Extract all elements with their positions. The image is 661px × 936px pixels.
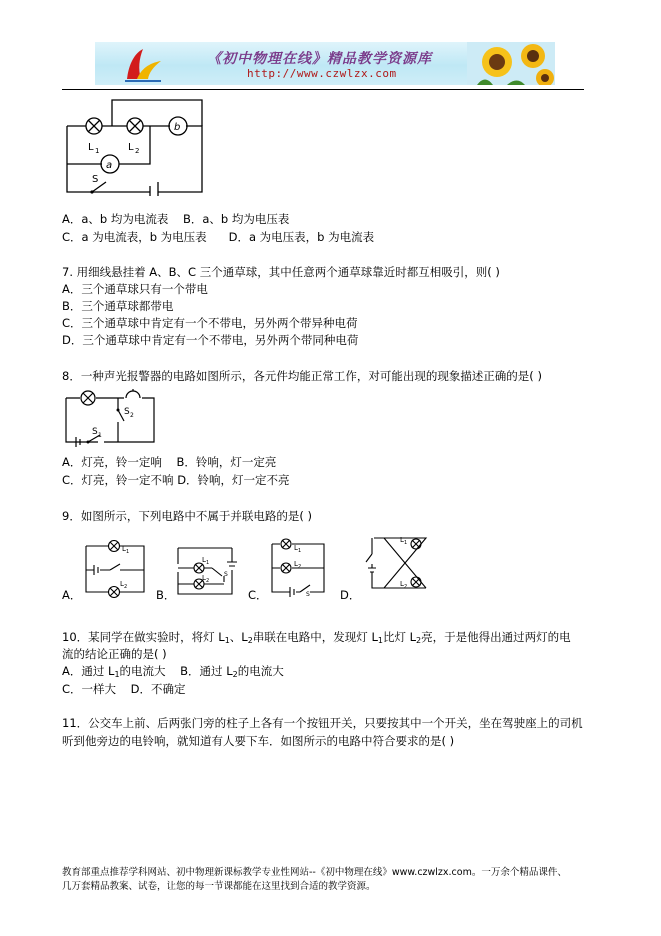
q8-label-s2-sub: 2 [130,412,134,419]
footer-line1: 教育部重点推荐学科网站、初中物理新课标教学专业性网站--《初中物理在线》www.czwlzx.com。一万余个精品课件、 [62,867,567,878]
q9c-l1-sub: 1 [298,548,302,554]
q10-option-d: D．不确定 [130,682,186,696]
site-logo-icon [121,45,165,83]
q10-stem-part5: 亮，于是他得出通过两灯的电 [421,630,571,644]
q9c-l1: L [294,544,298,552]
q9a-l1-sub: 1 [126,549,130,555]
q8-option-a: A．灯亮，铃一定响 [62,455,162,469]
header-rule [62,89,584,90]
q9-choice-a-label: A． [62,588,82,602]
q8-circuit-diagram [62,388,162,448]
q6-options-row1 [62,212,289,226]
sunflower-icon [467,42,555,85]
q9a-l2: L [120,580,124,588]
q8-option-c: C．灯亮，铃一定不响 [62,473,174,487]
q8-stem: 8．一种声光报警器的电路如图所示，各元件均能正常工作，对可能出现的现象描述正确的是( ) [62,369,542,383]
q7-option-a: A．三个通草球只有一个带电 [62,282,208,296]
q11-stem-line2: 听到他旁边的电铃响，就知道有人要下车．如图所示的电路中符合要求的是( ) [62,734,455,748]
q9-choice-d-label: D． [340,588,361,602]
q6-label-a: a [106,160,113,171]
q6-option-b: B．a、b 均为电压表 [183,212,290,226]
q6-label-l1: L [88,142,94,153]
q9d-l2-sub: 2 [404,584,408,590]
q8-label-s1-sub: 1 [98,432,102,439]
q10-stem-part2: 、L [229,630,248,644]
q9-stem: 9．如图所示，下列电路中不属于并联电路的是( ) [62,509,312,523]
q9b-l2: L [202,574,206,582]
q10-options-row2 [62,682,186,696]
q9c-s: S [306,591,310,598]
q10-stem-part1: 10．某同学在做实验时，将灯 L [62,630,225,644]
q10-option-a-sub: 1 [114,670,120,679]
banner-url[interactable]: http://www.czwlzx.com [247,67,397,80]
q10-stem-line2: 流的结论正确的是( ) [62,647,167,661]
q6-circuit-diagram [62,96,212,196]
q9d-l1-sub: 1 [404,540,408,546]
q7-option-d: D．三个通草球中肯定有一个不带电，另外两个带同种电荷 [62,333,359,347]
q10-option-a-post: 的电流大 [119,664,166,678]
q10-sub2b: 2 [416,636,422,645]
q9c-l2-sub: 2 [298,564,302,570]
q10-option-c: C．一样大 [62,682,117,696]
q10-option-b-sub: 2 [232,670,238,679]
q9-circuit-b [172,542,248,598]
q10-sub1b: 1 [377,636,383,645]
q8-options-row1 [62,455,276,469]
banner-title: 《初中物理在线》精品教学资源库 [207,51,432,67]
q7-stem: 7. 用细线悬挂着 A、B、C 三个通草球，其中任意两个通草球靠近时都互相吸引，则( ) [62,265,500,279]
q11-stem-line1: 11．公交车上前、后两张门旁的柱子上各有一个按钮开关，只要按其中一个开关，坐在驾驶座上的司机 [62,716,583,730]
q6-option-d: D．a 为电压表，b 为电流表 [228,230,375,244]
q6-label-l2: L [128,142,134,153]
q8-option-b: B．铃响，灯一定亮 [176,455,277,469]
q10-options-row1 [62,664,284,682]
q8-options-row2 [62,473,290,487]
q9a-l1: L [122,545,126,553]
q8-label-s2: S [124,407,130,417]
q7-option-b: B．三个通草球都带电 [62,299,174,313]
q9c-l2: L [294,560,298,568]
footer-line2: 几万套精品教案、试卷，让您的每一节课都能在这里找到合适的教学资源。 [62,881,376,892]
q10-sub1: 1 [224,636,230,645]
q6-label-b: b [174,122,181,133]
q9-circuit-c [266,538,334,598]
q9b-l2-sub: 2 [206,578,210,584]
q9-circuit-d [356,532,432,598]
q8-label-s1: S [92,427,98,437]
q7-option-c: C．三个通草球中肯定有一个不带电，另外两个带异种电荷 [62,316,358,330]
q9a-l2-sub: 2 [124,584,128,590]
q6-option-c: C．a 为电流表，b 为电压表 [62,230,207,244]
q9b-l1-sub: 1 [206,560,210,566]
q9-choice-b-label: B． [156,588,176,602]
q9d-l1: L [400,536,404,544]
q6-options-row2 [62,230,374,244]
q10-stem-line1 [62,630,571,648]
q8-option-d: D．铃响，灯一定不亮 [177,473,290,487]
q10-option-b-post: 的电流大 [237,664,284,678]
header-banner [95,42,555,85]
q6-label-s: S [92,174,99,185]
q10-stem-part4: 比灯 L [382,630,417,644]
q10-option-b: B．通过 L [180,664,233,678]
q10-sub2: 2 [247,636,253,645]
q6-label-l2-sub: 2 [135,147,140,155]
q9b-s: S [224,571,228,578]
q9d-l2: L [400,580,404,588]
q9-choice-c-label: C． [248,588,268,602]
q10-stem-part3: 串联在电路中，发现灯 L [252,630,378,644]
q6-label-l1-sub: 1 [95,147,100,155]
q10-option-a: A．通过 L [62,664,115,678]
q9-circuit-a [80,540,150,598]
q6-option-a: A．a、b 均为电流表 [62,212,169,226]
q9b-l1: L [202,556,206,564]
